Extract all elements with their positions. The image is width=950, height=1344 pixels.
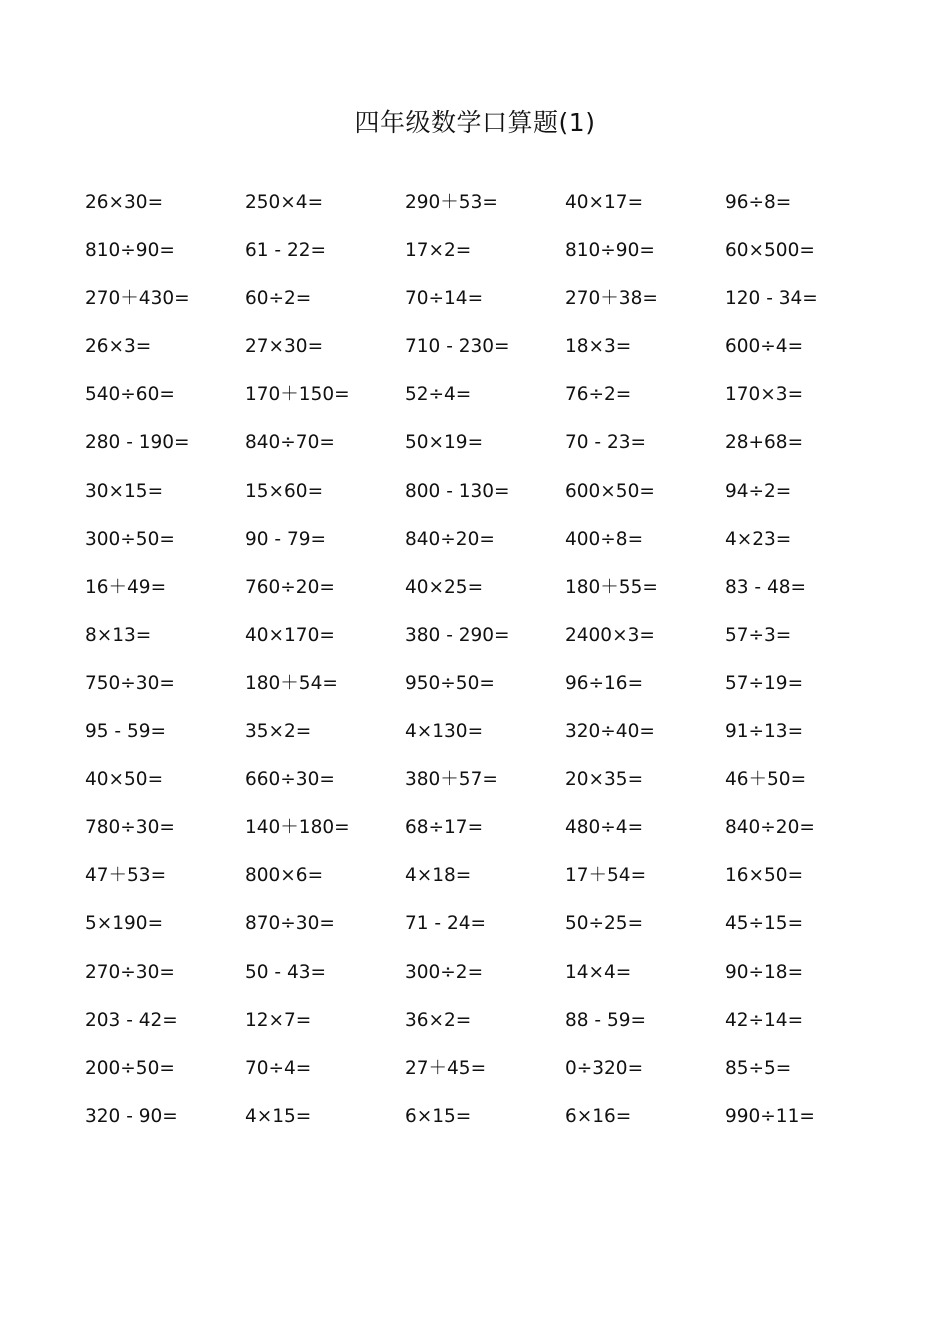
page-title: 四年级数学口算题(1) bbox=[354, 108, 596, 137]
arithmetic-problem: 50×19= bbox=[405, 432, 484, 454]
arithmetic-problem: 180＋54= bbox=[245, 672, 338, 694]
arithmetic-problem: 40×25= bbox=[405, 576, 484, 598]
arithmetic-problem: 203 - 42= bbox=[85, 1009, 178, 1031]
arithmetic-problem: 270＋38= bbox=[565, 288, 658, 310]
arithmetic-problem: 27＋45= bbox=[405, 1057, 487, 1079]
arithmetic-problem: 16×50= bbox=[725, 865, 804, 887]
arithmetic-problem: 57÷3= bbox=[725, 624, 792, 646]
arithmetic-problem: 280 - 190= bbox=[85, 432, 190, 454]
arithmetic-problem: 800 - 130= bbox=[405, 480, 510, 502]
arithmetic-problem: 20×35= bbox=[565, 769, 644, 791]
arithmetic-problem: 28+68= bbox=[725, 432, 804, 454]
arithmetic-problem: 60÷2= bbox=[245, 288, 312, 310]
arithmetic-problem: 36×2= bbox=[405, 1009, 472, 1031]
arithmetic-problem: 26×3= bbox=[85, 336, 152, 358]
arithmetic-problem: 8×13= bbox=[85, 624, 152, 646]
arithmetic-problem: 250×4= bbox=[245, 192, 324, 213]
arithmetic-problem: 88 - 59= bbox=[565, 1009, 647, 1031]
arithmetic-problem: 42÷14= bbox=[725, 1009, 804, 1031]
arithmetic-problem: 83 - 48= bbox=[725, 576, 807, 598]
arithmetic-problem: 710 - 230= bbox=[405, 336, 510, 358]
arithmetic-problem: 840÷20= bbox=[725, 817, 815, 839]
arithmetic-problem: 47＋53= bbox=[85, 865, 167, 887]
arithmetic-problem: 950÷50= bbox=[405, 672, 495, 694]
arithmetic-problem: 6×16= bbox=[565, 1105, 632, 1127]
arithmetic-problem: 170×3= bbox=[725, 384, 804, 406]
arithmetic-problem: 200÷50= bbox=[85, 1057, 175, 1079]
arithmetic-problem: 990÷11= bbox=[725, 1105, 815, 1127]
arithmetic-problem: 14×4= bbox=[565, 961, 632, 983]
arithmetic-problem: 95 - 59= bbox=[85, 721, 167, 743]
arithmetic-problem: 810÷90= bbox=[85, 240, 175, 262]
arithmetic-problem: 4×18= bbox=[405, 865, 472, 887]
arithmetic-problem: 96÷16= bbox=[565, 672, 644, 694]
arithmetic-problem: 2400×3= bbox=[565, 624, 655, 646]
arithmetic-problem: 6×15= bbox=[405, 1105, 472, 1127]
arithmetic-problem: 750÷30= bbox=[85, 672, 175, 694]
arithmetic-problem: 0÷320= bbox=[565, 1057, 644, 1079]
arithmetic-problem: 90÷18= bbox=[725, 961, 804, 983]
arithmetic-problem: 40×50= bbox=[85, 769, 164, 791]
arithmetic-problem: 60×500= bbox=[725, 240, 815, 262]
arithmetic-problem: 780÷30= bbox=[85, 817, 175, 839]
arithmetic-problem: 76÷2= bbox=[565, 384, 632, 406]
arithmetic-problem: 30×15= bbox=[85, 480, 164, 502]
arithmetic-problem: 16＋49= bbox=[85, 576, 167, 598]
arithmetic-problem: 840÷20= bbox=[405, 528, 495, 550]
arithmetic-problem: 96÷8= bbox=[725, 192, 792, 213]
arithmetic-problem: 70÷4= bbox=[245, 1057, 312, 1079]
arithmetic-problem: 5×190= bbox=[85, 913, 164, 935]
arithmetic-problem: 45÷15= bbox=[725, 913, 804, 935]
arithmetic-problem: 600×50= bbox=[565, 480, 655, 502]
arithmetic-problem: 290＋53= bbox=[405, 192, 498, 213]
arithmetic-problem: 61 - 22= bbox=[245, 240, 327, 262]
arithmetic-problem: 18×3= bbox=[565, 336, 632, 358]
arithmetic-problem: 50 - 43= bbox=[245, 961, 327, 983]
arithmetic-problem: 380＋57= bbox=[405, 769, 498, 791]
arithmetic-problem: 840÷70= bbox=[245, 432, 335, 454]
arithmetic-problem: 70÷14= bbox=[405, 288, 484, 310]
arithmetic-problem: 120 - 34= bbox=[725, 288, 818, 310]
arithmetic-problem: 46＋50= bbox=[725, 769, 807, 791]
arithmetic-problem: 180＋55= bbox=[565, 576, 658, 598]
arithmetic-problem: 320÷40= bbox=[565, 721, 655, 743]
arithmetic-problem: 140＋180= bbox=[245, 817, 350, 839]
arithmetic-problem: 660÷30= bbox=[245, 769, 335, 791]
arithmetic-problem: 760÷20= bbox=[245, 576, 335, 598]
arithmetic-problem: 270＋430= bbox=[85, 288, 190, 310]
arithmetic-problem: 26×30= bbox=[85, 192, 164, 213]
arithmetic-problem: 71 - 24= bbox=[405, 913, 487, 935]
arithmetic-problem: 4×15= bbox=[245, 1105, 312, 1127]
arithmetic-problem: 70 - 23= bbox=[565, 432, 647, 454]
arithmetic-problem: 52÷4= bbox=[405, 384, 472, 406]
arithmetic-problem: 810÷90= bbox=[565, 240, 655, 262]
arithmetic-problem: 300÷50= bbox=[85, 528, 175, 550]
arithmetic-problem: 40×17= bbox=[565, 192, 644, 213]
arithmetic-problem: 68÷17= bbox=[405, 817, 484, 839]
arithmetic-problem: 15×60= bbox=[245, 480, 324, 502]
arithmetic-problem: 480÷4= bbox=[565, 817, 644, 839]
arithmetic-problem: 17×2= bbox=[405, 240, 472, 262]
arithmetic-problem: 50÷25= bbox=[565, 913, 644, 935]
arithmetic-problem: 4×130= bbox=[405, 721, 484, 743]
arithmetic-problem: 4×23= bbox=[725, 528, 792, 550]
arithmetic-problem: 270÷30= bbox=[85, 961, 175, 983]
arithmetic-problem: 57÷19= bbox=[725, 672, 804, 694]
arithmetic-problem: 800×6= bbox=[245, 865, 324, 887]
arithmetic-problem: 40×170= bbox=[245, 624, 335, 646]
arithmetic-problem: 17＋54= bbox=[565, 865, 647, 887]
arithmetic-problem: 540÷60= bbox=[85, 384, 175, 406]
arithmetic-problem: 380 - 290= bbox=[405, 624, 510, 646]
arithmetic-problem: 94÷2= bbox=[725, 480, 792, 502]
arithmetic-problem: 400÷8= bbox=[565, 528, 644, 550]
arithmetic-problem: 90 - 79= bbox=[245, 528, 327, 550]
arithmetic-problem: 35×2= bbox=[245, 721, 312, 743]
arithmetic-problem: 85÷5= bbox=[725, 1057, 792, 1079]
arithmetic-problem: 91÷13= bbox=[725, 721, 804, 743]
arithmetic-problem: 170＋150= bbox=[245, 384, 350, 406]
arithmetic-problem: 870÷30= bbox=[245, 913, 335, 935]
arithmetic-problem: 600÷4= bbox=[725, 336, 804, 358]
arithmetic-problem: 300÷2= bbox=[405, 961, 484, 983]
problem-grid bbox=[85, 186, 885, 1148]
arithmetic-problem: 12×7= bbox=[245, 1009, 312, 1031]
arithmetic-problem: 320 - 90= bbox=[85, 1105, 178, 1127]
arithmetic-problem: 27×30= bbox=[245, 336, 324, 358]
